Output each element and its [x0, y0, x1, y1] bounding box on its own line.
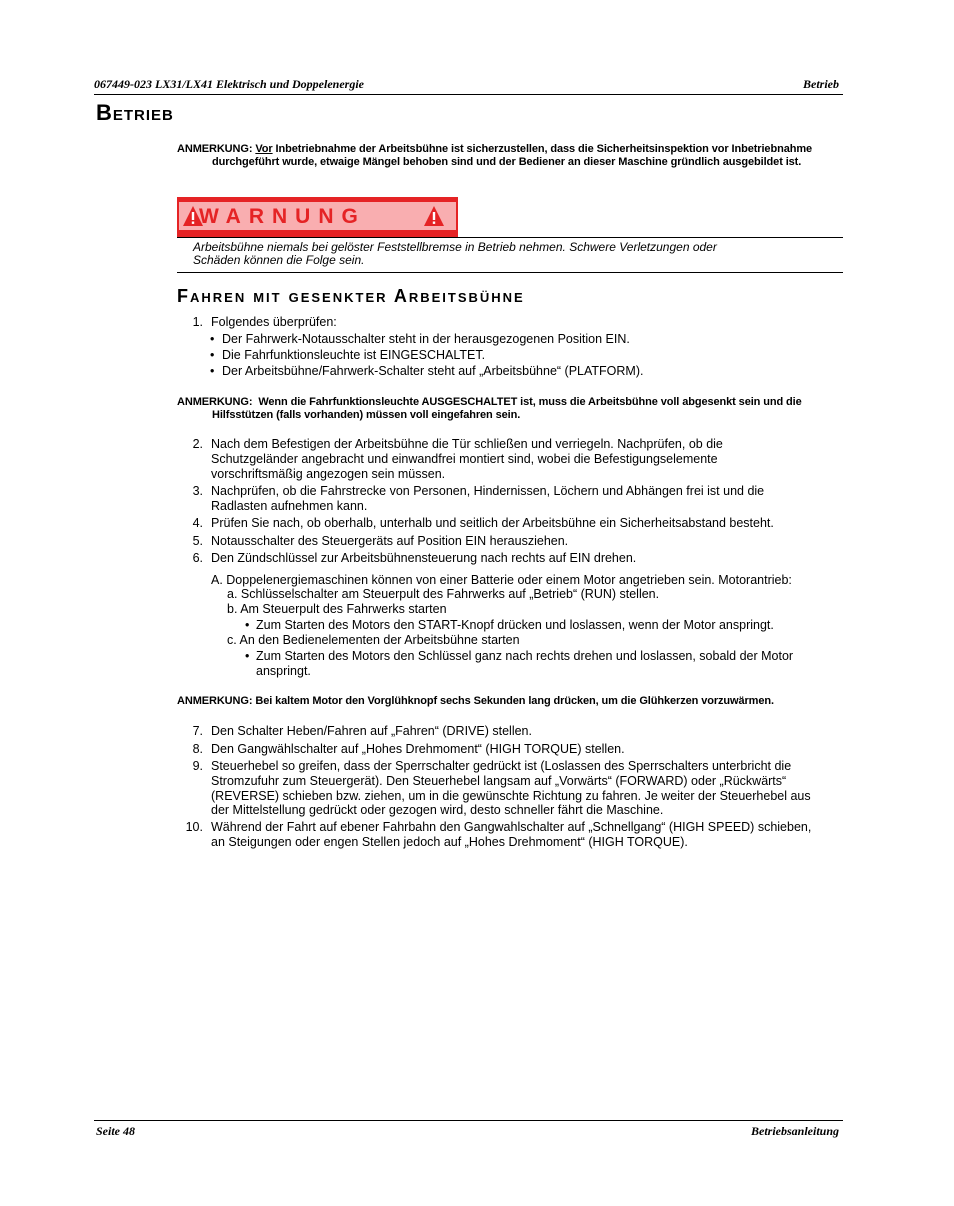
- step-number: 10.: [185, 820, 203, 834]
- substep-c-bullet-line2: anspringt.: [256, 664, 311, 678]
- bullet-item: Der Fahrwerk-Notausschalter steht in der herausgezogenen Position EIN.: [222, 332, 630, 346]
- warning-label: WARNUNG: [199, 205, 366, 228]
- bullet-dot: •: [210, 364, 215, 378]
- note-line2: durchgeführt wurde, etwaige Mängel behoben sind und der Bediener an dieser Maschine gründlich ausgebildet ist.: [212, 156, 802, 168]
- step-text-line: Nach dem Befestigen der Arbeitsbühne die Tür schließen und verriegeln. Nachprüfen, ob die: [211, 437, 723, 451]
- step-number: 7.: [192, 724, 203, 738]
- note-underlined-word: Vor: [255, 143, 273, 155]
- note-keyword: ANMERKUNG:: [177, 695, 253, 707]
- step-text-line: Während der Fahrt auf ebener Fahrbahn den Gangwahlschalter auf „Schnellgang“ (HIGH SPEED) schieben,: [211, 820, 812, 834]
- bullet-item: Der Arbeitsbühne/Fahrwerk-Schalter steht auf „Arbeitsbühne“ (PLATFORM).: [222, 364, 644, 378]
- warning-banner-inner: [179, 202, 456, 230]
- warning-text-line1: Arbeitsbühne niemals bei gelöster Feststellbremse in Betrieb nehmen. Schwere Verletzungen oder: [193, 240, 717, 254]
- step-text-line: vorschriftsmäßig angezogen sein müssen.: [211, 467, 446, 481]
- step-number: 3.: [192, 484, 203, 498]
- substep-c-bullet-line1: Zum Starten des Motors den Schlüssel ganz nach rechts drehen und loslassen, sobald der Motor: [256, 649, 794, 663]
- warning-text: [193, 241, 793, 267]
- bullet-dot: •: [245, 649, 250, 663]
- step-text-line: Den Zündschlüssel zur Arbeitsbühnensteuerung nach rechts auf EIN drehen.: [211, 551, 637, 565]
- step-text-line: Steuerhebel so greifen, dass der Sperrschalter gedrückt ist (Loslassen des Sperrschalters unterbricht die: [211, 759, 792, 773]
- step-number: 8.: [192, 742, 203, 756]
- bullet-item: Die Fahrfunktionsleuchte ist EINGESCHALTET.: [222, 348, 486, 362]
- step-text-line: Radlasten aufnehmen kann.: [211, 499, 368, 513]
- step-number: 1.: [192, 315, 203, 329]
- substep-a-lower: a. Schlüsselschalter am Steuerpult des Fahrwerks auf „Betrieb“ (RUN) stellen.: [227, 587, 660, 601]
- step-text-line: Schutzgeländer angebracht und einwandfrei montiert sind, wobei die Befestigungselemente: [211, 452, 718, 466]
- step-text-line: Nachprüfen, ob die Fahrstrecke von Personen, Hindernissen, Löchern und Abhängen frei ist und die: [211, 484, 765, 498]
- step-text: Folgendes überprüfen:: [211, 315, 337, 329]
- step-text-line: der Mittelstellung gedrückt oder gezogen wird, desto schneller fährt die Maschine.: [211, 803, 664, 817]
- step-text-line: Den Schalter Heben/Fahren auf „Fahren“ (DRIVE) stellen.: [211, 724, 532, 738]
- substep-b-lower: b. Am Steuerpult des Fahrwerks starten: [227, 602, 447, 616]
- note-keyword: ANMERKUNG:: [177, 396, 253, 408]
- substep-b-bullet: Zum Starten des Motors den START-Knopf drücken und loslassen, wenn der Motor anspringt.: [256, 618, 774, 632]
- page-footer: [94, 1120, 843, 1138]
- note-drive-light: [177, 396, 845, 422]
- header-doc-id: 067449-023 LX31/LX41 Elektrisch und Doppelenergie: [94, 77, 364, 91]
- step-number: 4.: [192, 516, 203, 530]
- warning-text-line2: Schäden können die Folge sein.: [193, 253, 365, 267]
- note-glow-plug: [177, 695, 845, 708]
- step-number: 2.: [192, 437, 203, 451]
- warning-banner: [177, 197, 458, 237]
- header-section: Betrieb: [803, 77, 839, 91]
- substep-c-lower: c. An den Bedienelementen der Arbeitsbühne starten: [227, 633, 520, 647]
- bullet-dot: •: [210, 348, 215, 362]
- step-text-line: Den Gangwählschalter auf „Hohes Drehmoment“ (HIGH TORQUE) stellen.: [211, 742, 625, 756]
- substep-a: A. Doppelenergiemaschinen können von einer Batterie oder einem Motor angetrieben sein. Motorantrieb:: [211, 573, 792, 587]
- note-line2: Hilfsstützen (falls vorhanden) müssen voll eingefahren sein.: [212, 409, 521, 421]
- warning-bottom-rule: [177, 272, 843, 273]
- footer-manual-name: Betriebsanleitung: [750, 1124, 839, 1138]
- step-text-line: (REVERSE) schieben bzw. ziehen, um in die gewünschte Richtung zu fahren. Je weiter der Steuerhebel aus: [211, 789, 811, 803]
- page-header: [94, 76, 843, 95]
- page-title: Betrieb: [96, 100, 174, 125]
- step-number: 5.: [192, 534, 203, 548]
- step-text-line: Stromzufuhr zum Steuergerät). Den Steuerhebel langsam auf „Vorwärts“ (FORWARD) oder „Rückwärts“: [211, 774, 787, 788]
- footer-page-number: Seite 48: [96, 1124, 135, 1138]
- step-text-line: an Steigungen oder engen Stellen jedoch auf „Hohes Drehmoment“ (HIGH TORQUE).: [211, 835, 688, 849]
- step-number: 6.: [192, 551, 203, 565]
- warning-triangle-icon: [423, 205, 445, 227]
- note-line1: Wenn die Fahrfunktionsleuchte AUSGESCHALTET ist, muss die Arbeitsbühne voll abgesenkt sein und die: [258, 396, 802, 408]
- step-number: 9.: [192, 759, 203, 773]
- section-heading: Fahren mit gesenkter Arbeitsbühne: [177, 286, 525, 306]
- note-keyword: ANMERKUNG:: [177, 143, 253, 155]
- bullet-dot: •: [210, 332, 215, 346]
- note-text: Bei kaltem Motor den Vorglühknopf sechs Sekunden lang drücken, um die Glühkerzen vorzuwärmen.: [255, 695, 774, 707]
- warning-top-rule: [177, 237, 843, 238]
- note-inspection: [177, 143, 845, 169]
- note-line1: Inbetriebnahme der Arbeitsbühne ist sicherzustellen, dass die Sicherheitsinspektion vor Inbetriebnahme: [272, 143, 813, 155]
- step-text-line: Notausschalter des Steuergeräts auf Position EIN herausziehen.: [211, 534, 569, 548]
- bullet-dot: •: [245, 618, 250, 632]
- step-text-line: Prüfen Sie nach, ob oberhalb, unterhalb und seitlich der Arbeitsbühne ein Sicherheitsabstand besteht.: [211, 516, 774, 530]
